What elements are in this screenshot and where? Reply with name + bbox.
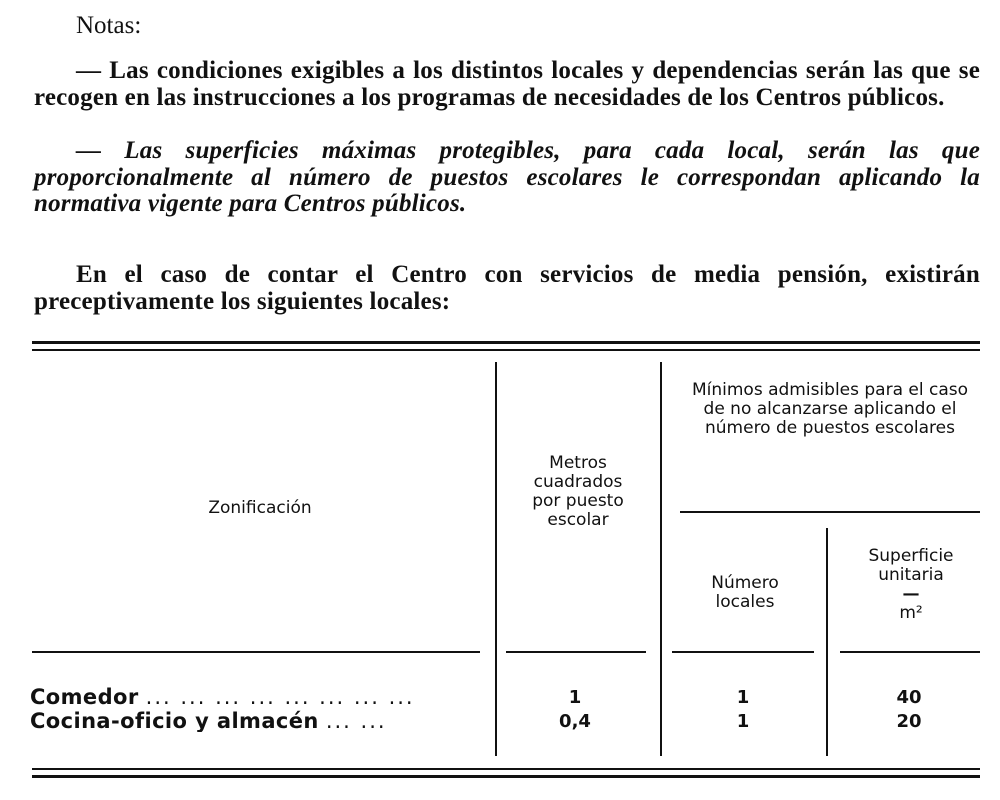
row-1-numero: 1 [736, 687, 750, 708]
header-numero-locales: Número locales [711, 573, 779, 612]
header-minimos: Mínimos admisibles para el caso de no alcanzarse aplicando el número de puestos escolares [691, 380, 969, 438]
row-leader-dots: ... ... ... ... ... ... ... ... [145, 686, 415, 708]
header-bottom-rule-4 [840, 651, 980, 653]
column-separator-3 [826, 528, 828, 756]
column-separator-1 [495, 362, 497, 756]
row-label-cocina: Cocina-oficio y almacén [30, 710, 319, 732]
header-superficie-dash: — [902, 584, 920, 604]
header-bottom-rule-1 [32, 651, 480, 653]
row-1-superficie: 40 [896, 687, 922, 708]
table-top-rule-2 [32, 349, 980, 351]
column-separator-2 [660, 362, 662, 756]
table-row-label [30, 686, 490, 708]
row-leader-dots: ... ... [325, 710, 387, 732]
table-bottom-rule-2 [32, 775, 980, 778]
table-bottom-rule [32, 768, 980, 770]
header-superficie-unit: m² [899, 603, 923, 623]
row-2-metros: 0,4 [559, 711, 591, 732]
note-item-2: — Las superficies máximas protegibles, para cada local, serán las que proporcionalmente al número de puestos escolares le correspondan aplicando la normativa vigente para Centros públicos. [34, 137, 980, 217]
row-2-superficie: 20 [896, 711, 922, 732]
header-bottom-rule-3 [672, 651, 814, 653]
row-2-numero: 1 [736, 711, 750, 732]
header-subrule [680, 511, 980, 513]
intro-paragraph: En el caso de contar el Centro con servicios de media pensión, existirán preceptivamente los siguientes locales: [34, 261, 980, 315]
row-label-comedor: Comedor [30, 686, 139, 708]
header-zonificacion: Zonificación [208, 498, 312, 518]
table-top-rule [32, 341, 980, 344]
note-item-1: — Las condiciones exigibles a los distintos locales y dependencias serán las que se recogen en las instrucciones a los programas de necesidades de los Centros públicos. [34, 57, 980, 111]
notes-heading: Notas: [76, 12, 142, 39]
header-superficie [836, 547, 986, 623]
row-1-metros: 1 [568, 687, 582, 708]
header-superficie-text: Superficie unitaria [868, 546, 954, 585]
header-bottom-rule-2 [506, 651, 646, 653]
table-row-label [30, 710, 490, 732]
header-metros: Metros cuadrados por puesto escolar [532, 453, 624, 530]
